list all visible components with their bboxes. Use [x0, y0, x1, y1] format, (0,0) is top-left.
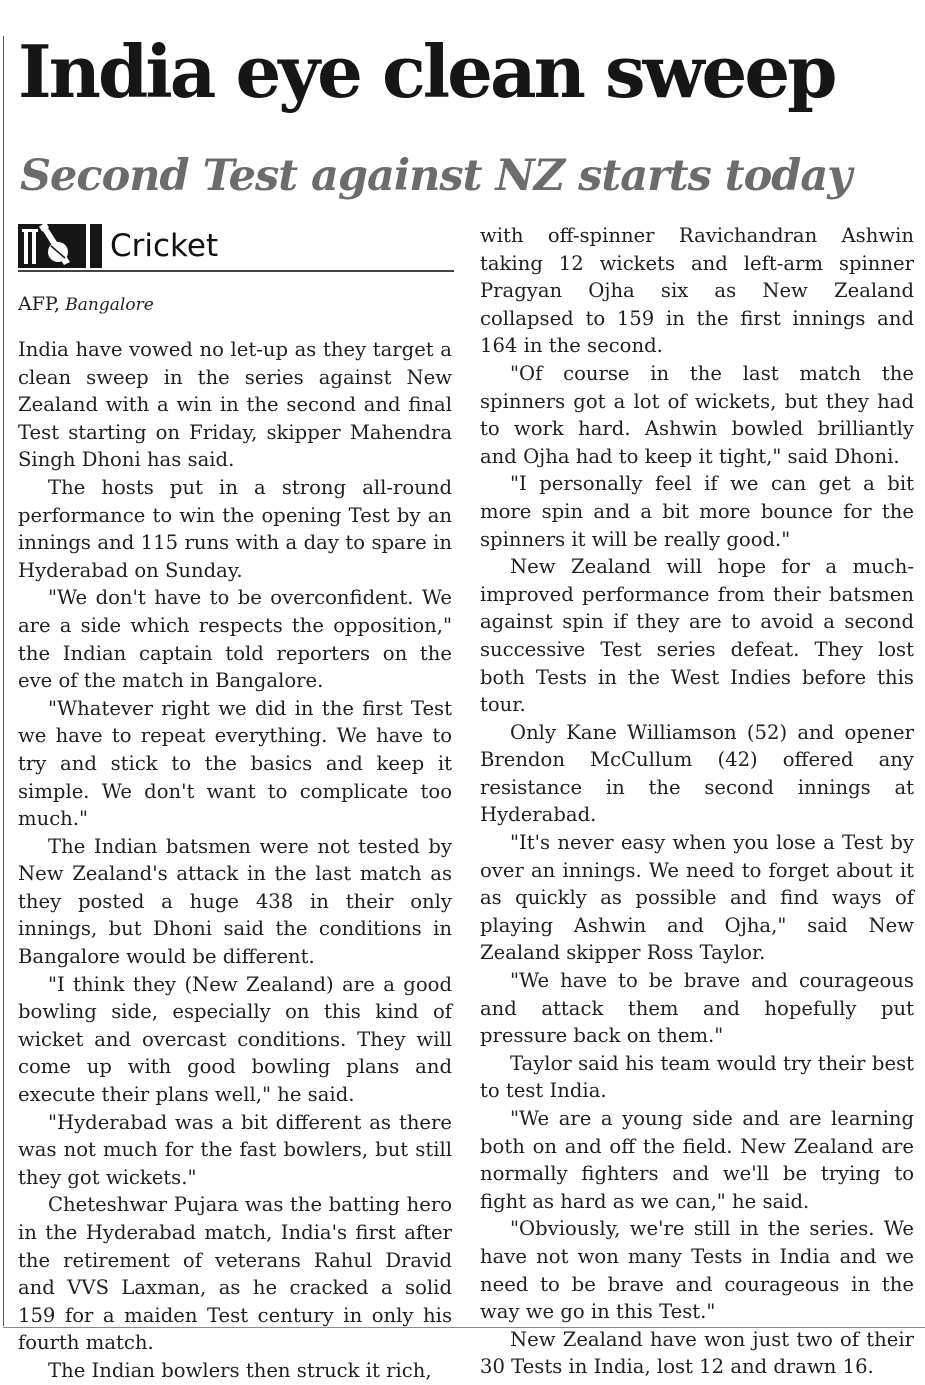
section-rule	[18, 270, 454, 272]
article-paragraph: New Zealand will hope for a much-improved performance from their batsmen against spin if they are to avoid a second successive Test series defeat. They lost both Tests in the West Indies before this tour.	[480, 555, 914, 717]
article-paragraph: with off-spinner Ravichandran Ashwin taking 12 wickets and left-arm spinner Pragyan Ojha six as New Zealand collapsed to 159 in the first innings and 164 in the second.	[480, 224, 914, 358]
article-paragraph: India have vowed no let-up as they target a clean sweep in the series against New Zealand with a win in the second and final Test starting on Friday, skipper Mahendra Singh Dhoni has said.	[18, 338, 452, 472]
article-paragraph: Only Kane Williamson (52) and opener Brendon McCullum (42) offered any resistance in the second innings at Hyderabad.	[480, 720, 914, 827]
byline-place: Bangalore	[65, 295, 154, 315]
article-paragraph: "Obviously, we're still in the series. We have not won many Tests in India and we need to be brave and courageous in the way we go in this Test."	[480, 1217, 914, 1324]
article-column-2	[480, 222, 914, 1381]
byline	[18, 292, 154, 317]
cricket-icon	[18, 222, 104, 268]
article-paragraph: "It's never easy when you lose a Test by over an innings. We need to forget about it as quickly as possible and find ways of playing Ashwin and Ojha," said New Zealand skipper Ross Taylor.	[480, 831, 914, 965]
article-paragraph: The hosts put in a strong all-round performance to win the opening Test by an innings and 115 runs with a day to spare in Hyderabad on Sunday.	[18, 475, 452, 582]
article-paragraph: "We have to be brave and courageous and attack them and hopefully put pressure back on them."	[480, 969, 914, 1048]
article-paragraph: "Of course in the last match the spinners got a lot of wickets, but they had to work hard. Ashwin bowled brilliantly and Ojha had to keep it tight," said Dhoni.	[480, 361, 914, 468]
article-paragraph: The Indian bowlers then struck it rich,	[48, 1358, 432, 1382]
article-paragraph: "We are a young side and are learning both on and off the field. New Zealand are normally fighters and we'll be trying to fight as hard as we can," he said.	[480, 1107, 914, 1213]
section-label: Cricket	[110, 228, 219, 264]
article-paragraph: New Zealand have won just two of their 30 Tests in India, lost 12 and drawn 16.	[480, 1327, 914, 1379]
article-paragraph: The Indian batsmen were not tested by New Zealand's attack in the last match as they posted a huge 438 in their only innings, but Dhoni said the conditions in Bangalore would be different.	[18, 834, 452, 969]
left-column-rule	[3, 36, 4, 1326]
bottom-rule	[3, 1327, 925, 1328]
subheadline: Second Test against NZ starts today	[20, 151, 852, 201]
byline-agency: AFP,	[18, 293, 60, 315]
article-paragraph: "Hyderabad was a bit different as there was not much for the fast bowlers, but still they got wickets."	[18, 1110, 452, 1189]
article-paragraph: "I personally feel if we can get a bit more spin and a bit more bounce for the spinners it will be really good."	[480, 472, 914, 551]
article-paragraph: "Whatever right we did in the first Test we have to repeat everything. We have to try and stick to the basics and keep it simple. We don't want to complicate too much."	[18, 696, 452, 831]
article-paragraph: "We don't have to be overconfident. We are a side which respects the opposition," the Indian captain told reporters on the eve of the match in Bangalore.	[18, 586, 452, 693]
headline: India eye clean sweep	[18, 29, 835, 114]
article-paragraph: Cheteshwar Pujara was the batting hero in the Hyderabad match, India's first after the retirement of veterans Rahul Dravid and VVS Laxman, as he cracked a solid 159 for a maiden Test century in only his fourth match.	[18, 1193, 452, 1355]
article-paragraph: Taylor said his team would try their best to test India.	[480, 1051, 914, 1103]
article-column-1	[18, 336, 452, 1385]
article-paragraph: "I think they (New Zealand) are a good bowling side, especially on this kind of wicket and overcast conditions. They will come up with good bowling plans and execute their plans well," he said.	[18, 972, 452, 1107]
section-tag	[18, 220, 454, 272]
